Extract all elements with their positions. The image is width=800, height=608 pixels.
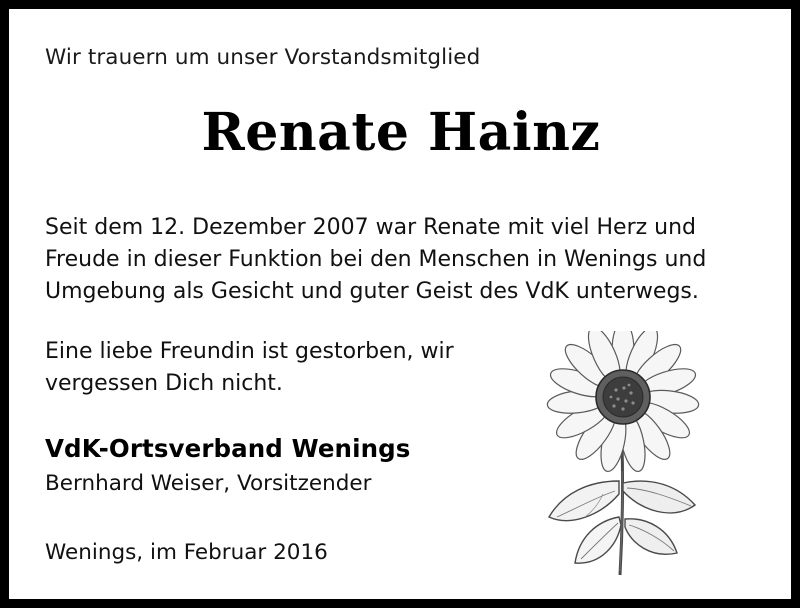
notice-content <box>9 9 791 599</box>
second-paragraph: Eine liebe Freundin ist gestorben, wir vergessen Dich nicht. <box>45 339 454 397</box>
signatory-name: Bernhard Weiser, Vorsitzender <box>45 471 372 497</box>
intro-line: Wir trauern um unser Vorstandsmitglied <box>45 45 481 70</box>
place-and-date: Wenings, im Februar 2016 <box>45 540 328 566</box>
main-paragraph: Seit dem 12. Dezember 2007 war Renate mit viel Herz und Freude in dieser Funktion bei den Menschen in Wenings und Umgebung als Gesicht und guter Geist des VdK unterwegs. <box>45 215 707 305</box>
organization-name: VdK-Ortsverband Wenings <box>45 433 411 463</box>
deceased-name: Renate Hainz <box>201 101 601 163</box>
